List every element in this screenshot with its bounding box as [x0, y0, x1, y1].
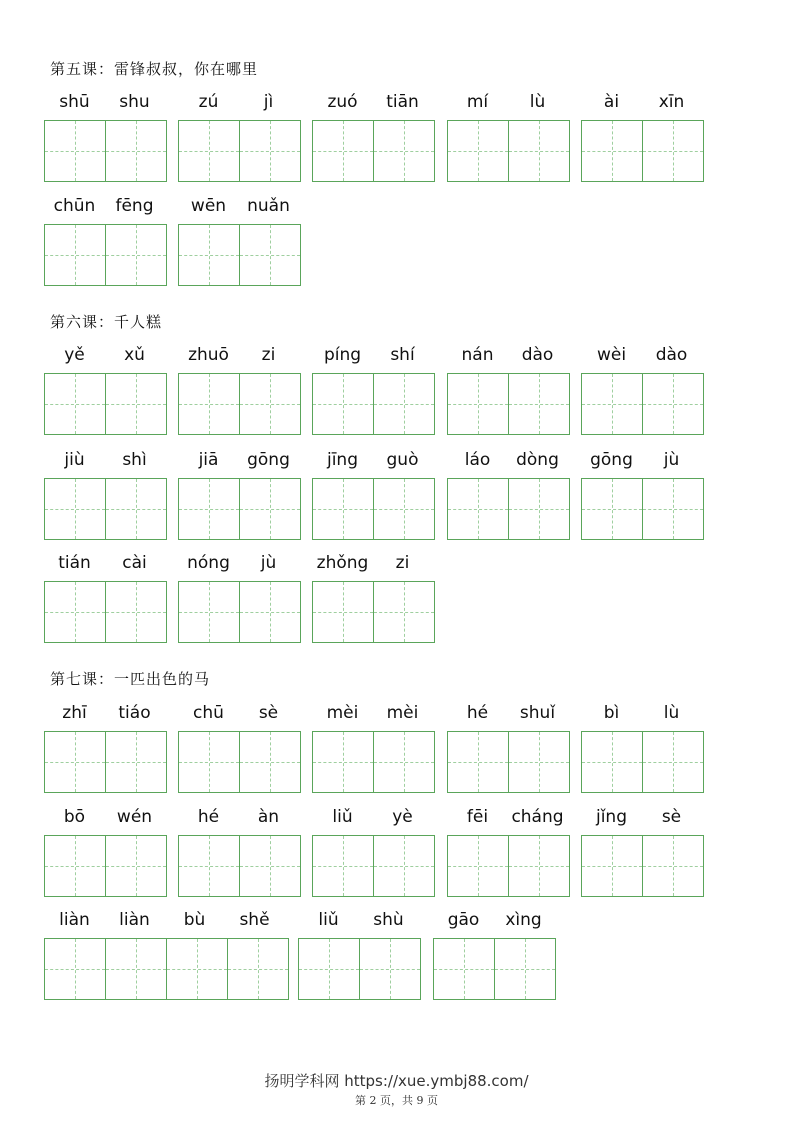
pinyin-syllable: wēn: [190, 196, 227, 216]
pinyin-syllable: chū: [193, 703, 224, 723]
tianzige-writing-cell[interactable]: [298, 938, 360, 1000]
tianzige-writing-cell[interactable]: [642, 731, 704, 793]
pinyin-syllable: tiān: [386, 92, 419, 112]
writing-cells: [447, 478, 569, 540]
tianzige-writing-cell[interactable]: [105, 224, 167, 286]
tianzige-writing-cell[interactable]: [642, 120, 704, 182]
tianzige-writing-cell[interactable]: [312, 120, 374, 182]
tianzige-writing-cell[interactable]: [178, 373, 240, 435]
tianzige-writing-cell[interactable]: [239, 731, 301, 793]
tianzige-writing-cell[interactable]: [44, 581, 106, 643]
pinyin-syllable: cháng: [511, 807, 564, 827]
lesson-title: 第六课：千人糕: [50, 313, 163, 331]
writing-cells: [178, 478, 300, 540]
tianzige-writing-cell[interactable]: [581, 120, 643, 182]
tianzige-writing-cell[interactable]: [312, 835, 374, 897]
pinyin-syllable: zhuō: [188, 345, 229, 365]
writing-cells: [178, 731, 300, 793]
writing-cells: [44, 835, 166, 897]
tianzige-writing-cell[interactable]: [508, 478, 570, 540]
pinyin-syllable: gōng: [247, 450, 290, 470]
pinyin-syllable: lù: [663, 703, 680, 723]
tianzige-writing-cell[interactable]: [105, 373, 167, 435]
pinyin-syllable: xǔ: [124, 345, 145, 365]
pinyin-syllable: xìng: [505, 910, 542, 930]
tianzige-writing-cell[interactable]: [508, 731, 570, 793]
tianzige-writing-cell[interactable]: [508, 120, 570, 182]
writing-cells: [178, 835, 300, 897]
pinyin-syllable: mí: [466, 92, 489, 112]
tianzige-writing-cell[interactable]: [44, 478, 106, 540]
writing-cells: [44, 731, 166, 793]
tianzige-writing-cell[interactable]: [105, 731, 167, 793]
pinyin-syllable: láo: [464, 450, 491, 470]
pinyin-syllable: nán: [461, 345, 494, 365]
pinyin-syllable: zhǒng: [316, 553, 369, 573]
tianzige-writing-cell[interactable]: [373, 478, 435, 540]
pinyin-syllable: ài: [603, 92, 620, 112]
writing-cells: [44, 120, 166, 182]
pinyin-syllable: píng: [323, 345, 362, 365]
tianzige-writing-cell[interactable]: [178, 478, 240, 540]
pinyin-syllable: guò: [386, 450, 419, 470]
writing-cells: [298, 938, 420, 1000]
writing-cells: [447, 835, 569, 897]
pinyin-syllable: mèi: [386, 703, 419, 723]
pinyin-syllable: fēi: [466, 807, 489, 827]
tianzige-writing-cell[interactable]: [581, 731, 643, 793]
pinyin-syllable: gāo: [447, 910, 480, 930]
tianzige-writing-cell[interactable]: [105, 835, 167, 897]
tianzige-writing-cell[interactable]: [373, 581, 435, 643]
tianzige-writing-cell[interactable]: [312, 478, 374, 540]
pinyin-syllable: jì: [263, 92, 274, 112]
tianzige-writing-cell[interactable]: [166, 938, 228, 1000]
pinyin-syllable: lù: [529, 92, 546, 112]
pinyin-syllable: tián: [58, 553, 91, 573]
writing-cells: [178, 581, 300, 643]
writing-cells: [44, 581, 166, 643]
tianzige-writing-cell[interactable]: [239, 224, 301, 286]
tianzige-writing-cell[interactable]: [44, 731, 106, 793]
pinyin-syllable: àn: [257, 807, 280, 827]
pinyin-syllable: jù: [663, 450, 680, 470]
pinyin-syllable: zú: [198, 92, 219, 112]
pinyin-syllable: liàn: [59, 910, 90, 930]
pinyin-syllable: shí: [390, 345, 415, 365]
writing-cells: [581, 478, 703, 540]
tianzige-writing-cell[interactable]: [312, 581, 374, 643]
pinyin-syllable: liǔ: [318, 910, 339, 930]
pinyin-syllable: hé: [197, 807, 220, 827]
tianzige-writing-cell[interactable]: [44, 224, 106, 286]
pinyin-syllable: hé: [466, 703, 489, 723]
pinyin-syllable: bō: [63, 807, 86, 827]
writing-cells: [447, 373, 569, 435]
pinyin-syllable: mèi: [326, 703, 359, 723]
tianzige-writing-cell[interactable]: [105, 478, 167, 540]
pinyin-syllable: wén: [116, 807, 153, 827]
pinyin-syllable: zi: [261, 345, 276, 365]
pinyin-syllable: shì: [122, 450, 147, 470]
tianzige-writing-cell[interactable]: [312, 731, 374, 793]
tianzige-writing-cell[interactable]: [239, 373, 301, 435]
pinyin-syllable: nóng: [187, 553, 230, 573]
tianzige-writing-cell[interactable]: [581, 373, 643, 435]
tianzige-writing-cell[interactable]: [359, 938, 421, 1000]
writing-cells: [312, 373, 434, 435]
pinyin-syllable: shù: [373, 910, 404, 930]
pinyin-syllable: dòng: [516, 450, 559, 470]
pinyin-syllable: gōng: [590, 450, 633, 470]
tianzige-writing-cell[interactable]: [447, 478, 509, 540]
writing-cells: [44, 373, 166, 435]
pinyin-syllable: wèi: [596, 345, 627, 365]
tianzige-writing-cell[interactable]: [642, 373, 704, 435]
tianzige-writing-cell[interactable]: [239, 835, 301, 897]
tianzige-writing-cell[interactable]: [447, 373, 509, 435]
tianzige-writing-cell[interactable]: [447, 120, 509, 182]
tianzige-writing-cell[interactable]: [105, 120, 167, 182]
lesson-title: 第七课：一匹出色的马: [50, 670, 211, 688]
writing-cells: [447, 731, 569, 793]
tianzige-writing-cell[interactable]: [178, 224, 240, 286]
tianzige-writing-cell[interactable]: [642, 478, 704, 540]
tianzige-writing-cell[interactable]: [239, 120, 301, 182]
writing-cells: [433, 938, 555, 1000]
tianzige-writing-cell[interactable]: [373, 731, 435, 793]
tianzige-writing-cell[interactable]: [581, 835, 643, 897]
pinyin-syllable: jiā: [198, 450, 219, 470]
pinyin-syllable: jù: [260, 553, 277, 573]
pinyin-syllable: cài: [122, 553, 147, 573]
tianzige-writing-cell[interactable]: [447, 835, 509, 897]
tianzige-writing-cell[interactable]: [239, 581, 301, 643]
tianzige-writing-cell[interactable]: [178, 731, 240, 793]
writing-cells: [44, 478, 166, 540]
writing-cells: [44, 938, 288, 1000]
pinyin-syllable: bì: [603, 703, 620, 723]
writing-cells: [312, 835, 434, 897]
tianzige-writing-cell[interactable]: [239, 478, 301, 540]
tianzige-writing-cell[interactable]: [642, 835, 704, 897]
pinyin-syllable: dào: [655, 345, 688, 365]
pinyin-syllable: zuó: [327, 92, 358, 112]
tianzige-writing-cell[interactable]: [581, 478, 643, 540]
pinyin-syllable: jīng: [326, 450, 358, 470]
writing-cells: [581, 731, 703, 793]
pinyin-syllable: chūn: [53, 196, 96, 216]
writing-cells: [581, 120, 703, 182]
pinyin-syllable: liàn: [119, 910, 150, 930]
pinyin-syllable: shuǐ: [519, 703, 556, 723]
pinyin-syllable: liǔ: [332, 807, 353, 827]
writing-cells: [312, 120, 434, 182]
pinyin-syllable: shū: [59, 92, 90, 112]
lesson-title: 第五课：雷锋叔叔，你在哪里: [50, 60, 259, 78]
pinyin-syllable: sè: [258, 703, 279, 723]
tianzige-writing-cell[interactable]: [494, 938, 556, 1000]
pinyin-syllable: zi: [395, 553, 410, 573]
tianzige-writing-cell[interactable]: [44, 373, 106, 435]
writing-cells: [312, 731, 434, 793]
tianzige-writing-cell[interactable]: [178, 581, 240, 643]
pinyin-syllable: yě: [64, 345, 85, 365]
tianzige-writing-cell[interactable]: [178, 835, 240, 897]
tianzige-writing-cell[interactable]: [227, 938, 289, 1000]
pinyin-syllable: fēng: [115, 196, 154, 216]
pinyin-syllable: jiù: [64, 450, 85, 470]
tianzige-writing-cell[interactable]: [373, 373, 435, 435]
pinyin-syllable: jǐng: [595, 807, 627, 827]
pinyin-syllable: sè: [661, 807, 682, 827]
writing-cells: [312, 581, 434, 643]
writing-cells: [178, 373, 300, 435]
writing-cells: [447, 120, 569, 182]
writing-cells: [178, 120, 300, 182]
writing-cells: [44, 224, 166, 286]
writing-cells: [178, 224, 300, 286]
pinyin-syllable: xīn: [658, 92, 685, 112]
tianzige-writing-cell[interactable]: [105, 581, 167, 643]
pinyin-syllable: bù: [183, 910, 206, 930]
pinyin-syllable: zhī: [62, 703, 87, 723]
writing-cells: [581, 373, 703, 435]
tianzige-writing-cell[interactable]: [312, 373, 374, 435]
tianzige-writing-cell[interactable]: [105, 938, 167, 1000]
pinyin-syllable: shu: [119, 92, 150, 112]
tianzige-writing-cell[interactable]: [447, 731, 509, 793]
tianzige-writing-cell[interactable]: [508, 835, 570, 897]
writing-cells: [312, 478, 434, 540]
tianzige-writing-cell[interactable]: [433, 938, 495, 1000]
footer-site: 扬明学科网 https://xue.ymbj88.com/: [264, 1072, 529, 1090]
tianzige-writing-cell[interactable]: [44, 835, 106, 897]
tianzige-writing-cell[interactable]: [44, 938, 106, 1000]
pinyin-syllable: nuǎn: [247, 196, 290, 216]
footer-page-number: 第 2 页，共 9 页: [355, 1094, 438, 1107]
tianzige-writing-cell[interactable]: [44, 120, 106, 182]
tianzige-writing-cell[interactable]: [373, 120, 435, 182]
pinyin-syllable: yè: [392, 807, 413, 827]
tianzige-writing-cell[interactable]: [373, 835, 435, 897]
tianzige-writing-cell[interactable]: [178, 120, 240, 182]
pinyin-syllable: shě: [239, 910, 270, 930]
writing-cells: [581, 835, 703, 897]
tianzige-writing-cell[interactable]: [508, 373, 570, 435]
pinyin-syllable: tiáo: [118, 703, 151, 723]
pinyin-syllable: dào: [521, 345, 554, 365]
